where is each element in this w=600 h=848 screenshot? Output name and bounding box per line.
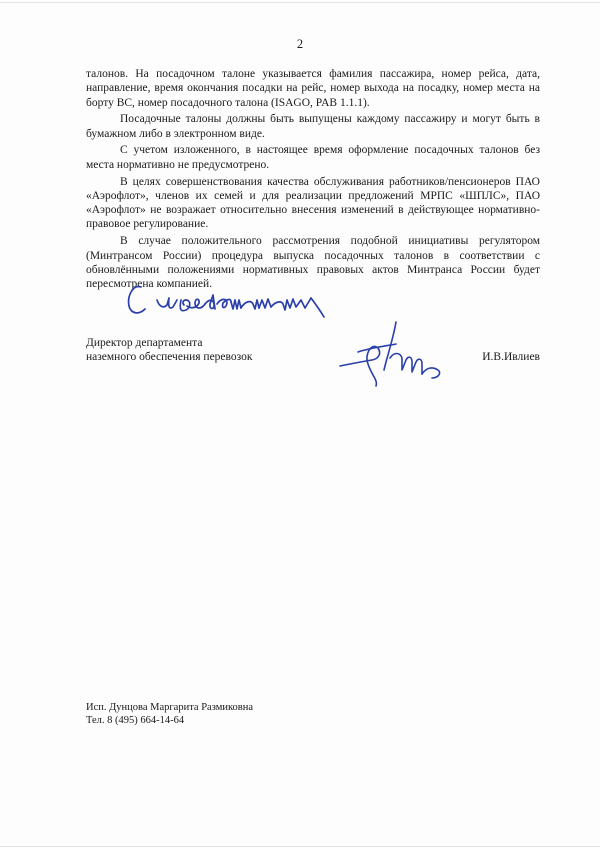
body-paragraph: Посадочные талоны должны быть выпущены каждому пассажиру и могут быть в бумажном либо в электронном виде. [86,113,540,140]
letter-body [86,67,540,294]
closing-handwriting [125,282,340,329]
signer-title-line1: Директор департамента [86,337,203,349]
scan-edge-line [0,2,600,3]
body-paragraph: В случае положительного рассмотрения подобной инициативы регулятором (Минтрансом России) процедура выпуска посадочных талонов в соответствии с обновлёнными положениями нормативных правовых актов Минтранса России будет пересмотрена компанией. [86,235,540,291]
executor-info [86,701,253,727]
handwritten-regards-icon [125,282,340,324]
closing-handwritten-text [133,294,139,295]
signer-name: И.В.Ивлиев [482,351,540,364]
handwritten-signature-icon [330,318,450,388]
executor-name: Исп. Дунцова Маргарита Размиковна [86,702,254,713]
body-paragraph: В целях совершенствования качества обслуживания работников/пенсионеров ПАО «Аэрофлот», членов их семей и для реализации предложений МРПС «ШПЛС», ПАО «Аэрофлот» не возражает относительно внесения изменений в действующее нормативно-правовое регулирование. [86,175,540,231]
body-paragraph: талонов. На посадочном талоне указывается фамилия пассажира, номер рейса, дата, направление, время окончания посадки на рейс, номер выхода на посадку, номер места на борту ВС, номер посадочного талона (ISAGO, PAB 1.1.1). [86,68,540,109]
executor-phone: Тел. 8 (495) 664-14-64 [86,715,185,726]
director-signature [330,318,450,393]
scan-edge-line [0,846,600,847]
page-number: 2 [296,37,304,51]
signer-title-line2: наземного обеспечения перевозок [86,351,253,364]
signature-block [86,336,540,365]
body-paragraph: С учетом изложенного, в настоящее время оформление посадочных талонов без места нормативно не предусмотрено. [86,144,540,171]
